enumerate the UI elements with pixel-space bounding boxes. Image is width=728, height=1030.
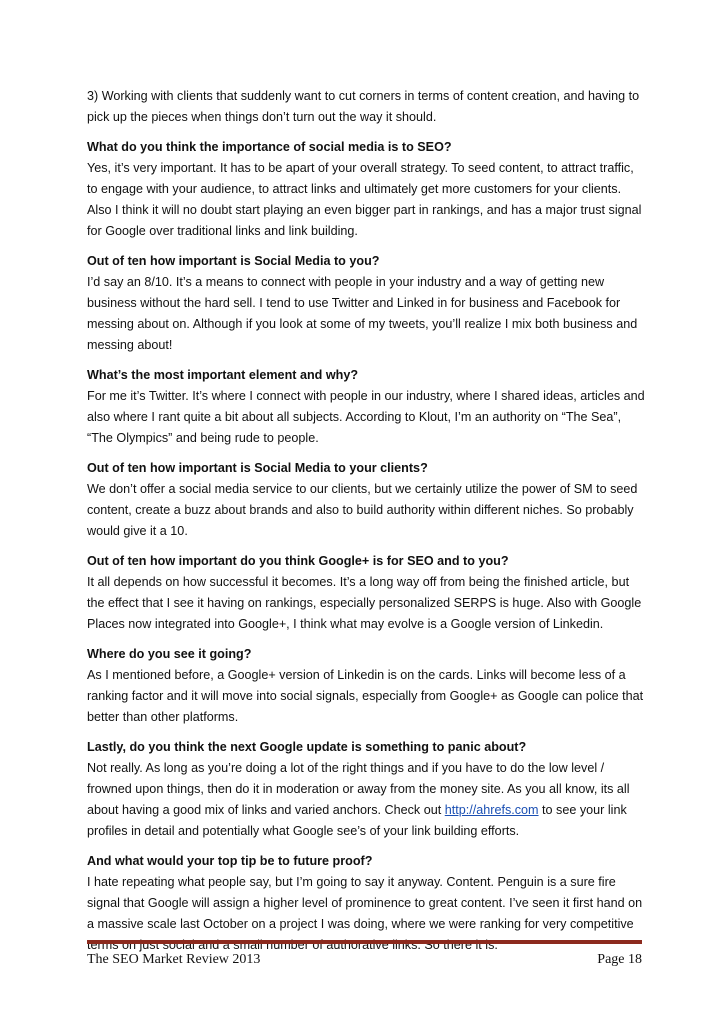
question: Lastly, do you think the next Google update is something to panic about? [87,740,527,754]
question: Where do you see it going? [87,647,252,661]
footer-page-number: Page 18 [597,952,642,967]
answer: Yes, it’s very important. It has to be apart of your overall strategy. To seed content, to attract traffic, to engage with your audience, to attract links and ultimately get more customers for your clients. Also I think it will no doubt start playing an even bigger part in rankings, and has a major trust signal for Google over traditional links and link building. [87,161,642,238]
answer: I’d say an 8/10. It’s a means to connect with people in your industry and a way of getting new business without the hard sell. I tend to use Twitter and Linked in for business and Facebook for messing about on. Although if you look at some of my tweets, you’ll realize I mix both business and messing about! [87,275,638,352]
qa-block [87,644,647,728]
footer-divider [87,940,642,944]
footer-publication-title: The SEO Market Review 2013 [87,952,261,967]
qa-block [87,251,647,356]
answer: For me it’s Twitter. It’s where I connect with people in our industry, where I shared ideas, articles and also where I rant quite a bit about all subjects. According to Klout, I’m an authority on “The Sea”, “The Olympics” and being rude to people. [87,389,645,445]
qa-block-panic [87,737,647,842]
answer: It all depends on how successful it becomes. It’s a long way off from being the finished article, but the effect that I see it having on rankings, especially personalized SERPS is huge. Also with Google Places now integrated into Google+, I think what may evolve is a Google version of Linkedin. [87,575,642,631]
answer: As I mentioned before, a Google+ version of Linkedin is on the cards. Links will become less of a ranking factor and it will move into social signals, especially from Google+ as Google can police that better than other platforms. [87,668,644,724]
qa-block [87,551,647,635]
page-content [87,86,647,965]
question: What’s the most important element and why? [87,368,359,382]
question: And what would your top tip be to future proof? [87,854,373,868]
question: What do you think the importance of social media is to SEO? [87,140,452,154]
qa-block [87,137,647,242]
question: Out of ten how important is Social Media to you? [87,254,380,268]
question: Out of ten how important is Social Media to your clients? [87,461,428,475]
answer-text: Not really. As long as you’re doing a lot of the right things and if you have to do the low level / frowned upon things, then do it in moderation or away from the money site. As you all know, its all about having a good mix of links and varied anchors. Check out [87,761,630,817]
intro-paragraph: 3) Working with clients that suddenly want to cut corners in terms of content creation, and having to pick up the pieces when things don’t turn out the way it should. [87,89,640,124]
answer: I hate repeating what people say, but I’m going to say it anyway. Content. Penguin is a sure fire signal that Google will assign a higher level of prominence to great content. I’ve seen it first hand on a massive scale last October on a project I was doing, where we were ranking for very competitive terms on just social and a small number of authorative links. So there it is. [87,875,643,952]
ahrefs-link[interactable]: http://ahrefs.com [444,803,539,817]
page-footer [87,952,642,968]
question: Out of ten how important do you think Google+ is for SEO and to you? [87,554,509,568]
answer [87,758,647,842]
answer: We don’t offer a social media service to our clients, but we certainly utilize the power of SM to seed content, create a buzz about brands and also to build authority within different niches. So probably would give it a 10. [87,482,638,538]
answer-text: to see your link profiles in detail and potentially what Google see’s of your link building efforts. [87,803,627,838]
qa-block [87,458,647,542]
qa-block [87,365,647,449]
